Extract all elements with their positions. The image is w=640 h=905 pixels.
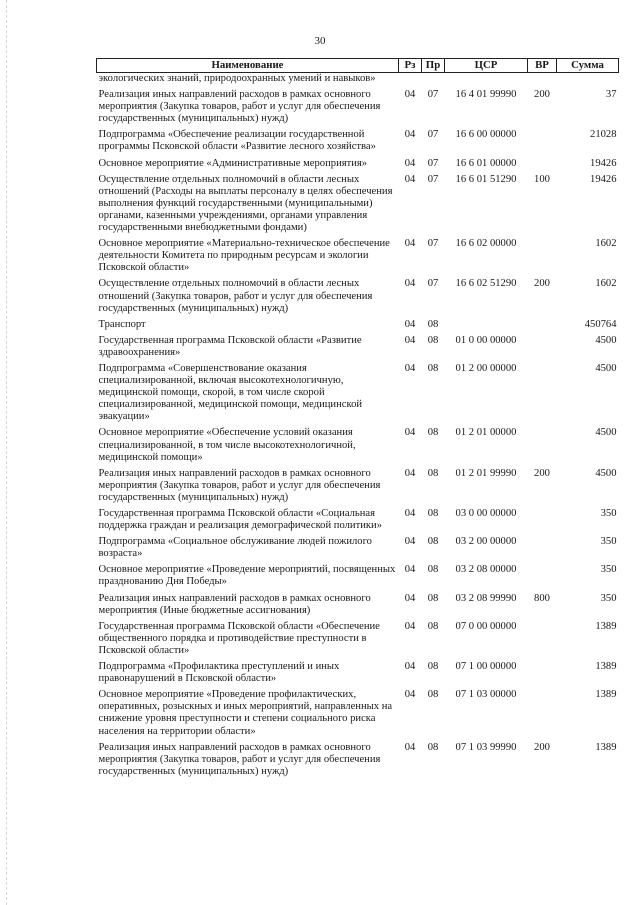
cell-rz: 04 bbox=[404, 129, 416, 141]
cell-name: Подпрограмма «Обеспечение реализации государственной программы Псковской области «Развитие лесного хозяйства» bbox=[98, 129, 376, 153]
page-number: 30 bbox=[314, 35, 326, 47]
cell-rz: 04 bbox=[404, 157, 416, 169]
cell-sum bbox=[557, 73, 619, 90]
cell-sum: 1389 bbox=[595, 689, 617, 701]
cell-sum: 450764 bbox=[584, 318, 617, 330]
cell-name: Осуществление отдельных полномочий в области лесных отношений (Закупка товаров, работ и услуг для обеспечения государственных (муниципальных) нужд) bbox=[98, 278, 373, 314]
table-row bbox=[97, 278, 619, 318]
cell-vr: 800 bbox=[534, 592, 550, 604]
cell-rz: 04 bbox=[404, 508, 416, 519]
cell-rz: 04 bbox=[404, 536, 416, 548]
cell-vr bbox=[528, 427, 557, 467]
cell-name: экологических знаний, природоохранных умений и навыков» bbox=[98, 73, 376, 84]
cell-sum: 1602 bbox=[595, 278, 617, 290]
cell-csr bbox=[445, 319, 528, 335]
cell-csr: 01 2 00 00000 bbox=[455, 362, 517, 374]
cell-vr bbox=[528, 661, 557, 689]
column-header-name: Наименование bbox=[97, 59, 399, 73]
column-header-sum: Сумма bbox=[557, 59, 619, 73]
cell-csr: 16 6 01 00000 bbox=[455, 157, 517, 169]
cell-rz: 04 bbox=[404, 620, 416, 632]
cell-pr bbox=[422, 73, 445, 90]
cell-rz: 04 bbox=[404, 741, 416, 753]
table-row bbox=[97, 319, 619, 335]
cell-vr: 200 bbox=[534, 278, 550, 290]
cell-name: Основное мероприятие «Проведение мероприятий, посвященных празднованию Дня Победы» bbox=[98, 564, 396, 588]
cell-vr bbox=[528, 319, 557, 335]
page-content bbox=[96, 58, 618, 782]
cell-pr: 07 bbox=[427, 157, 439, 169]
cell-sum: 4500 bbox=[595, 427, 617, 439]
table-row bbox=[97, 661, 619, 689]
table-row bbox=[97, 174, 619, 238]
cell-sum: 37 bbox=[605, 89, 617, 101]
cell-vr: 200 bbox=[534, 89, 550, 101]
cell-csr: 16 6 00 00000 bbox=[455, 129, 517, 141]
cell-csr: 07 1 00 00000 bbox=[455, 661, 517, 673]
column-header-pr: Пр bbox=[422, 59, 445, 73]
cell-name: Транспорт bbox=[98, 318, 146, 330]
cell-pr: 07 bbox=[427, 238, 439, 250]
cell-csr: 01 2 01 99990 bbox=[455, 467, 517, 479]
cell-vr bbox=[528, 129, 557, 157]
cell-vr bbox=[528, 689, 557, 741]
cell-name: Основное мероприятие «Обеспечение условий оказания специализированной, в том числе высокотехнологичной, медицинской помощи» bbox=[98, 427, 356, 463]
cell-csr: 03 0 00 00000 bbox=[455, 508, 517, 519]
scan-edge-line bbox=[6, 0, 7, 905]
cell-csr: 01 2 01 00000 bbox=[455, 427, 517, 439]
cell-rz: 04 bbox=[404, 318, 416, 330]
cell-rz: 04 bbox=[404, 278, 416, 290]
cell-csr: 07 0 00 00000 bbox=[455, 620, 517, 632]
cell-csr: 16 4 01 99990 bbox=[455, 89, 517, 101]
cell-rz: 04 bbox=[404, 661, 416, 673]
cell-sum: 21028 bbox=[590, 129, 617, 141]
cell-sum: 4500 bbox=[595, 467, 617, 479]
cell-sum: 1389 bbox=[595, 661, 617, 673]
cell-sum: 1389 bbox=[595, 741, 617, 753]
table-header bbox=[97, 59, 619, 73]
cell-sum: 4500 bbox=[595, 334, 617, 346]
table-row bbox=[97, 427, 619, 467]
cell-csr: 07 1 03 00000 bbox=[455, 689, 517, 701]
cell-rz: 04 bbox=[404, 689, 416, 701]
cell-pr: 08 bbox=[427, 620, 439, 632]
cell-csr: 03 2 08 99990 bbox=[455, 592, 517, 604]
cell-name: Государственная программа Псковской области «Социальная поддержка граждан и реализация демографической политики» bbox=[98, 508, 382, 532]
column-header-csr: ЦСР bbox=[445, 59, 528, 73]
cell-name: Основное мероприятие «Административные мероприятия» bbox=[98, 157, 368, 169]
cell-csr: 16 6 02 00000 bbox=[455, 238, 517, 250]
cell-csr: 16 6 01 51290 bbox=[455, 173, 517, 185]
cell-csr: 01 0 00 00000 bbox=[455, 334, 517, 346]
cell-pr: 07 bbox=[427, 89, 439, 101]
cell-pr: 08 bbox=[427, 536, 439, 548]
column-header-rz: Рз bbox=[399, 59, 422, 73]
cell-name: Подпрограмма «Социальное обслуживание людей пожилого возраста» bbox=[98, 536, 372, 560]
cell-name: Основное мероприятие «Проведение профилактических, оперативных, розыскных и иных мероприятий, направленных на снижение уровня преступности и степени социального риска населения на территории области» bbox=[98, 689, 393, 737]
table-row bbox=[97, 335, 619, 363]
cell-rz: 04 bbox=[404, 564, 416, 576]
cell-name: Реализация иных направлений расходов в рамках основного мероприятия (Закупка товаров, работ и услуг для обеспечения государственных (муниципальных) нужд) bbox=[98, 467, 381, 503]
cell-rz: 04 bbox=[404, 334, 416, 346]
cell-pr: 07 bbox=[427, 173, 439, 185]
cell-csr: 16 6 02 51290 bbox=[455, 278, 517, 290]
cell-pr: 08 bbox=[427, 508, 439, 519]
table-row bbox=[97, 689, 619, 741]
table-row bbox=[97, 593, 619, 621]
cell-pr: 08 bbox=[427, 362, 439, 374]
table-body bbox=[97, 73, 619, 782]
cell-sum: 350 bbox=[600, 592, 617, 604]
cell-rz: 04 bbox=[404, 592, 416, 604]
cell-vr: 200 bbox=[534, 467, 550, 479]
cell-pr: 08 bbox=[427, 318, 439, 330]
cell-pr: 08 bbox=[427, 467, 439, 479]
table-row bbox=[97, 238, 619, 278]
cell-sum: 19426 bbox=[590, 173, 617, 185]
cell-pr: 08 bbox=[427, 741, 439, 753]
cell-vr: 200 bbox=[534, 741, 550, 753]
cell-sum: 1389 bbox=[595, 620, 617, 632]
cell-rz: 04 bbox=[404, 362, 416, 374]
table-header-row bbox=[97, 59, 619, 73]
cell-vr bbox=[528, 363, 557, 427]
cell-csr bbox=[445, 73, 528, 90]
cell-pr: 08 bbox=[427, 564, 439, 576]
cell-pr: 08 bbox=[427, 689, 439, 701]
cell-sum: 350 bbox=[600, 508, 617, 519]
cell-rz: 04 bbox=[404, 89, 416, 101]
table-row bbox=[97, 363, 619, 427]
cell-sum: 350 bbox=[600, 536, 617, 548]
cell-csr: 03 2 00 00000 bbox=[455, 536, 517, 548]
cell-vr bbox=[528, 238, 557, 278]
cell-pr: 08 bbox=[427, 661, 439, 673]
cell-pr: 08 bbox=[427, 427, 439, 439]
cell-name: Подпрограмма «Совершенствование оказания специализированной, включая высокотехнологичную, медицинской помощи, скорой, в том числе скорой специализированной, медицинской помощи, медицинской эвакуации» bbox=[98, 362, 363, 423]
cell-name: Государственная программа Псковской области «Развитие здравоохранения» bbox=[98, 334, 362, 358]
cell-name: Осуществление отдельных полномочий в области лесных отношений (Расходы на выплаты персоналу в целях обеспечения выполнения функций государственными (муниципальными) органами, казенными учреждениями, органами управления государственными внебюджетными фондами) bbox=[98, 173, 393, 234]
cell-pr: 07 bbox=[427, 278, 439, 290]
table-row bbox=[97, 742, 619, 782]
table-row bbox=[97, 468, 619, 508]
cell-pr: 08 bbox=[427, 334, 439, 346]
budget-table bbox=[96, 58, 619, 782]
cell-vr bbox=[528, 621, 557, 661]
table-row bbox=[97, 89, 619, 129]
cell-vr bbox=[528, 158, 557, 174]
cell-name: Реализация иных направлений расходов в рамках основного мероприятия (Иные бюджетные ассигнования) bbox=[98, 592, 371, 616]
cell-name: Реализация иных направлений расходов в рамках основного мероприятия (Закупка товаров, работ и услуг для обеспечения государственных (муниципальных) нужд) bbox=[98, 741, 381, 777]
table-row bbox=[97, 621, 619, 661]
cell-name: Подпрограмма «Профилактика преступлений и иных правонарушений в Псковской области» bbox=[98, 661, 340, 685]
cell-name: Государственная программа Псковской области «Обеспечение общественного порядка и противодействие преступности в Псковской области» bbox=[98, 620, 380, 656]
cell-vr bbox=[528, 73, 557, 90]
table-row bbox=[97, 508, 619, 536]
cell-sum: 19426 bbox=[590, 157, 617, 169]
cell-rz bbox=[399, 73, 422, 90]
cell-sum: 4500 bbox=[595, 362, 617, 374]
cell-vr bbox=[528, 564, 557, 592]
table-row bbox=[97, 73, 619, 90]
cell-rz: 04 bbox=[404, 173, 416, 185]
cell-csr: 07 1 03 99990 bbox=[455, 741, 517, 753]
cell-rz: 04 bbox=[404, 467, 416, 479]
cell-csr: 03 2 08 00000 bbox=[455, 564, 517, 576]
cell-rz: 04 bbox=[404, 238, 416, 250]
cell-pr: 07 bbox=[427, 129, 439, 141]
column-header-vr: ВР bbox=[528, 59, 557, 73]
table-row bbox=[97, 536, 619, 564]
cell-vr: 100 bbox=[534, 173, 550, 185]
cell-pr: 08 bbox=[427, 592, 439, 604]
cell-name: Реализация иных направлений расходов в рамках основного мероприятия (Закупка товаров, работ и услуг для обеспечения государственных (муниципальных) нужд) bbox=[98, 89, 381, 125]
cell-vr bbox=[528, 536, 557, 564]
cell-vr bbox=[528, 335, 557, 363]
cell-sum: 350 bbox=[600, 564, 617, 576]
table-row bbox=[97, 129, 619, 157]
table-row bbox=[97, 564, 619, 592]
cell-vr bbox=[528, 508, 557, 536]
cell-name: Основное мероприятие «Материально-техническое обеспечение деятельности Комитета по природным ресурсам и экологии Псковской области» bbox=[98, 238, 390, 274]
table-row bbox=[97, 158, 619, 174]
cell-rz: 04 bbox=[404, 427, 416, 439]
cell-sum: 1602 bbox=[595, 238, 617, 250]
